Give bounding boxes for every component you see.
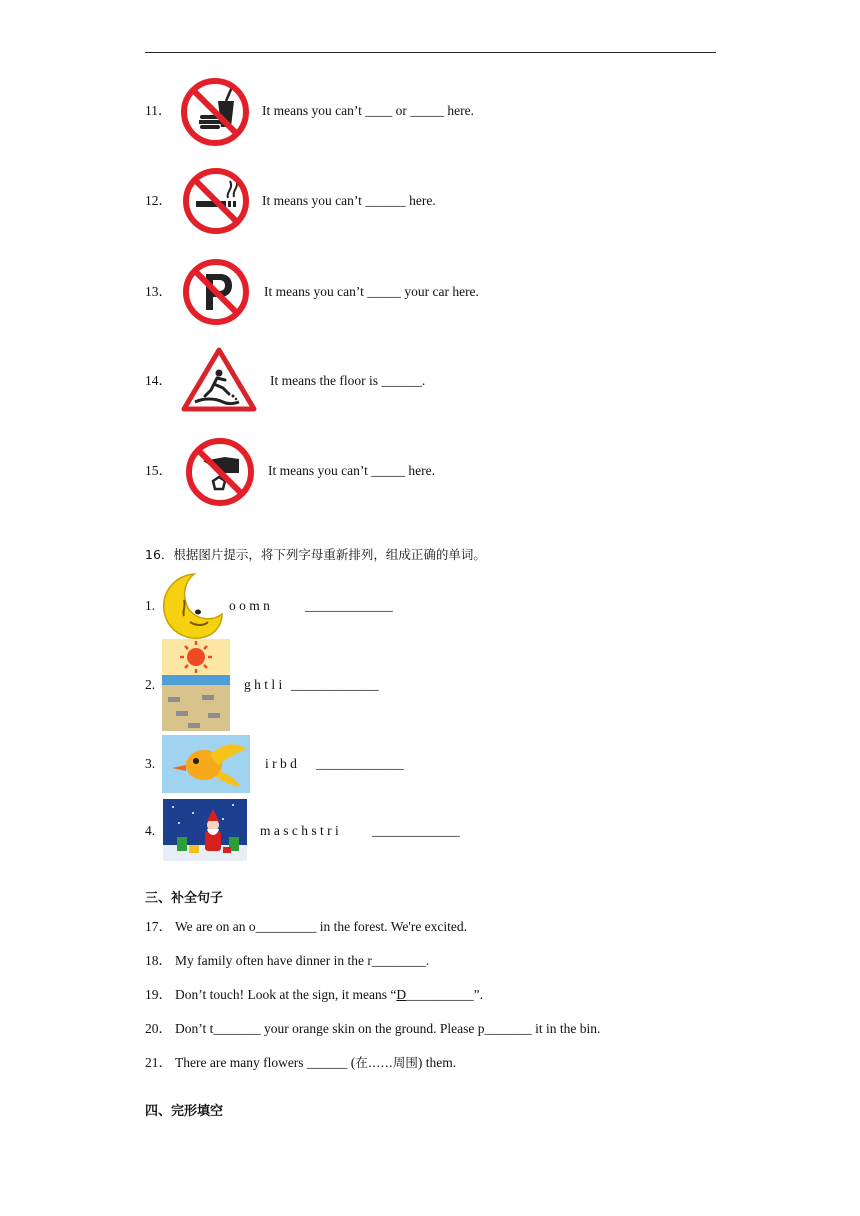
no-parking-icon (182, 258, 250, 326)
question-number: 17． (145, 919, 172, 934)
item-number: 3. (145, 756, 156, 771)
scrambled-letters: o o m n (229, 598, 270, 613)
bird-icon (162, 735, 250, 793)
sentence-text: We are on an o_________ in the forest. We're excited. (175, 919, 468, 934)
scrambled-letters: i r b d (265, 756, 297, 771)
sunlight-beach-icon (162, 639, 230, 731)
sentence-pre: There are many flowers ______ ( (175, 1055, 356, 1070)
question-number: 14． (145, 373, 172, 388)
sign-sentence: It means you can’t ____ or _____ here. (262, 103, 474, 118)
question-number: 13． (145, 284, 172, 299)
sentence-post: ) them. (417, 1055, 457, 1070)
christmas-icon (163, 799, 247, 861)
answer-blank: _____________ (305, 598, 393, 613)
question-prompt: 16．根据图片提示，将下列字母重新排列，组成正确的单词。 (145, 547, 486, 562)
section-heading: 四、完形填空 (145, 1104, 224, 1119)
header-rule (145, 52, 716, 53)
sentence-text: My family often have dinner in the r________. (175, 953, 430, 968)
moon-icon (160, 572, 224, 640)
item-number: 4. (145, 823, 156, 838)
question-number: 11． (145, 103, 172, 118)
sentence-text: Don’t t_______ your orange skin on the ground. Please p_______ it in the bin. (175, 1021, 601, 1036)
sign-sentence: It means you can’t ______ here. (262, 193, 436, 208)
question-number: 19． (145, 987, 172, 1002)
question-number: 12． (145, 193, 172, 208)
answer-blank: _____________ (316, 756, 404, 771)
no-food-drink-icon (180, 77, 250, 147)
wet-floor-icon (181, 346, 257, 412)
question-number: 18． (145, 953, 172, 968)
scrambled-letters: g h t l i (244, 677, 283, 692)
sentence-pre: Don’t touch! Look at the sign, it means “ (175, 987, 397, 1002)
sign-sentence: It means you can’t _____ here. (268, 463, 435, 478)
item-number: 1. (145, 598, 156, 613)
underlined-letter: D (396, 987, 407, 1002)
sentence-text (175, 1055, 456, 1071)
answer-blank: _____________ (372, 823, 460, 838)
no-smoking-icon (182, 167, 250, 235)
section-heading: 三、补全句子 (145, 891, 224, 906)
sign-sentence: It means you can’t _____ your car here. (264, 284, 479, 299)
question-number: 21． (145, 1055, 172, 1070)
question-number: 15． (145, 463, 172, 478)
sentence-post: __________”. (406, 987, 483, 1002)
scrambled-letters: m a s c h s t r i (260, 823, 339, 838)
answer-blank: _____________ (291, 677, 379, 692)
sentence-text (175, 987, 483, 1003)
question-number: 20． (145, 1021, 172, 1036)
sign-sentence: It means the floor is ______. (270, 373, 426, 388)
no-littering-icon (185, 437, 255, 507)
item-number: 2. (145, 677, 156, 692)
chinese-hint: 在……周围 (355, 1055, 418, 1070)
